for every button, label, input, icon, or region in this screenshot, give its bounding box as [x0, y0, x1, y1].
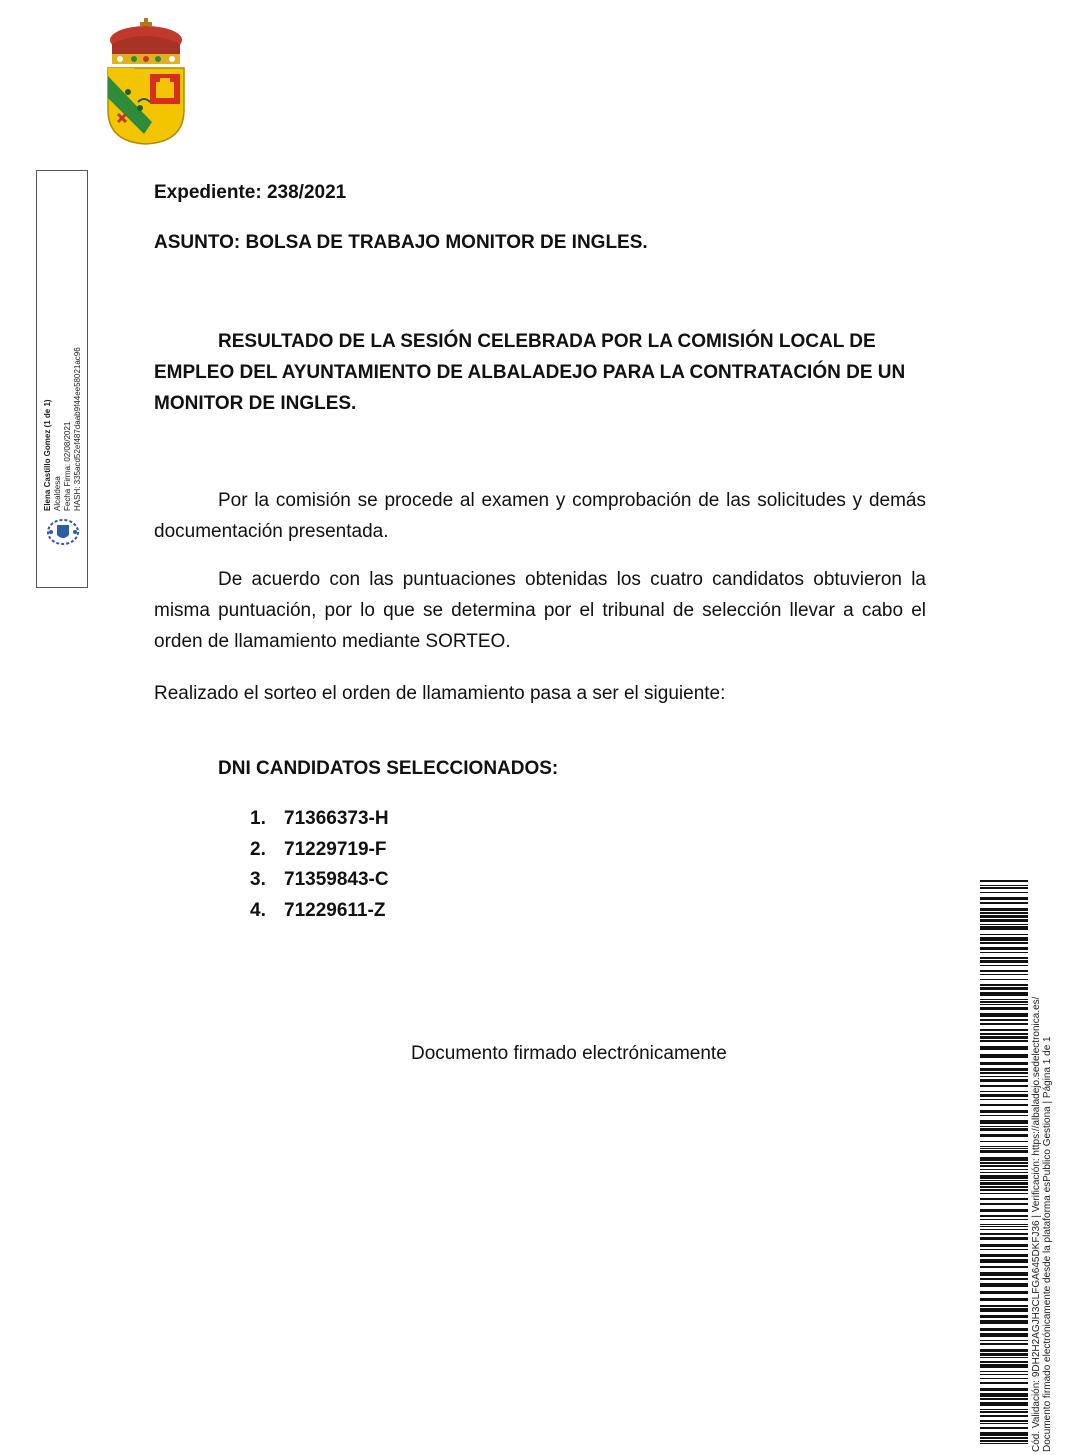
body-paragraph-2: De acuerdo con las puntuaciones obtenidas los cuatro candidatos obtuvieron la misma puntuación, por lo que se determina por el tribunal de selección llevar a cabo el orden de llamamiento mediante SORTEO.	[154, 569, 926, 652]
list-item	[250, 865, 389, 896]
signer-role: Alcaldesa	[53, 476, 62, 511]
list-item	[250, 835, 389, 866]
list-item	[250, 804, 389, 835]
list-item-number: 2.	[250, 838, 266, 860]
town-seal-icon	[45, 517, 81, 547]
electronic-signature-stamp	[36, 170, 88, 588]
document-title: RESULTADO DE LA SESIÓN CELEBRADA POR LA COMISIÓN LOCAL DE EMPLEO DEL AYUNTAMIENTO DE ALBALADEJO PARA LA CONTRATACIÓN DE UN MONITOR DE INGLES.	[154, 331, 906, 414]
candidate-dni: 71229611-Z	[284, 899, 386, 921]
body-paragraph-3: Realizado el sorteo el orden de llamamiento pasa a ser el siguiente:	[154, 683, 726, 704]
signature-stamp-text	[43, 191, 83, 511]
list-item-number: 3.	[250, 869, 266, 890]
validation-barcode	[980, 880, 1028, 1444]
verification-line-2: Documento firmado electrónicamente desde la plataforma esPublico Gestiona | Página 1 de 1	[1042, 1036, 1053, 1452]
coat-of-arms-logo	[104, 18, 188, 146]
candidates-heading: DNI CANDIDATOS SELECCIONADOS:	[218, 758, 559, 779]
signature-hash: HASH: 335acd52ef487daab9f44ee58021ac96	[73, 347, 82, 511]
signed-electronically-note: Documento firmado electrónicamente	[411, 1043, 727, 1064]
verification-footer	[1031, 932, 1053, 1452]
candidate-dni: 71359843-C	[284, 869, 389, 890]
candidate-dni: 71366373-H	[284, 808, 389, 829]
asunto-line: ASUNTO: BOLSA DE TRABAJO MONITOR DE INGLES.	[154, 232, 648, 253]
list-item-number: 1.	[250, 808, 266, 829]
signature-date: Fecha Firma: 02/08/2021	[63, 421, 72, 511]
list-item	[250, 896, 389, 927]
verification-line-1: Cód. Validación: 9DH2H2AGJH3CLFGA645DKFJ36 | Verificación: https://albaladejo.sedelectronica.es/	[1031, 996, 1042, 1452]
signer-name: Elena Castillo Gomez (1 de 1)	[43, 399, 52, 511]
expediente-line: Expediente: 238/2021	[154, 182, 347, 203]
list-item-number: 4.	[250, 899, 266, 921]
body-paragraph-1: Por la comisión se procede al examen y comprobación de las solicitudes y demás documentación presentada.	[154, 490, 926, 542]
candidates-list	[250, 804, 389, 926]
candidate-dni: 71229719-F	[284, 838, 387, 860]
